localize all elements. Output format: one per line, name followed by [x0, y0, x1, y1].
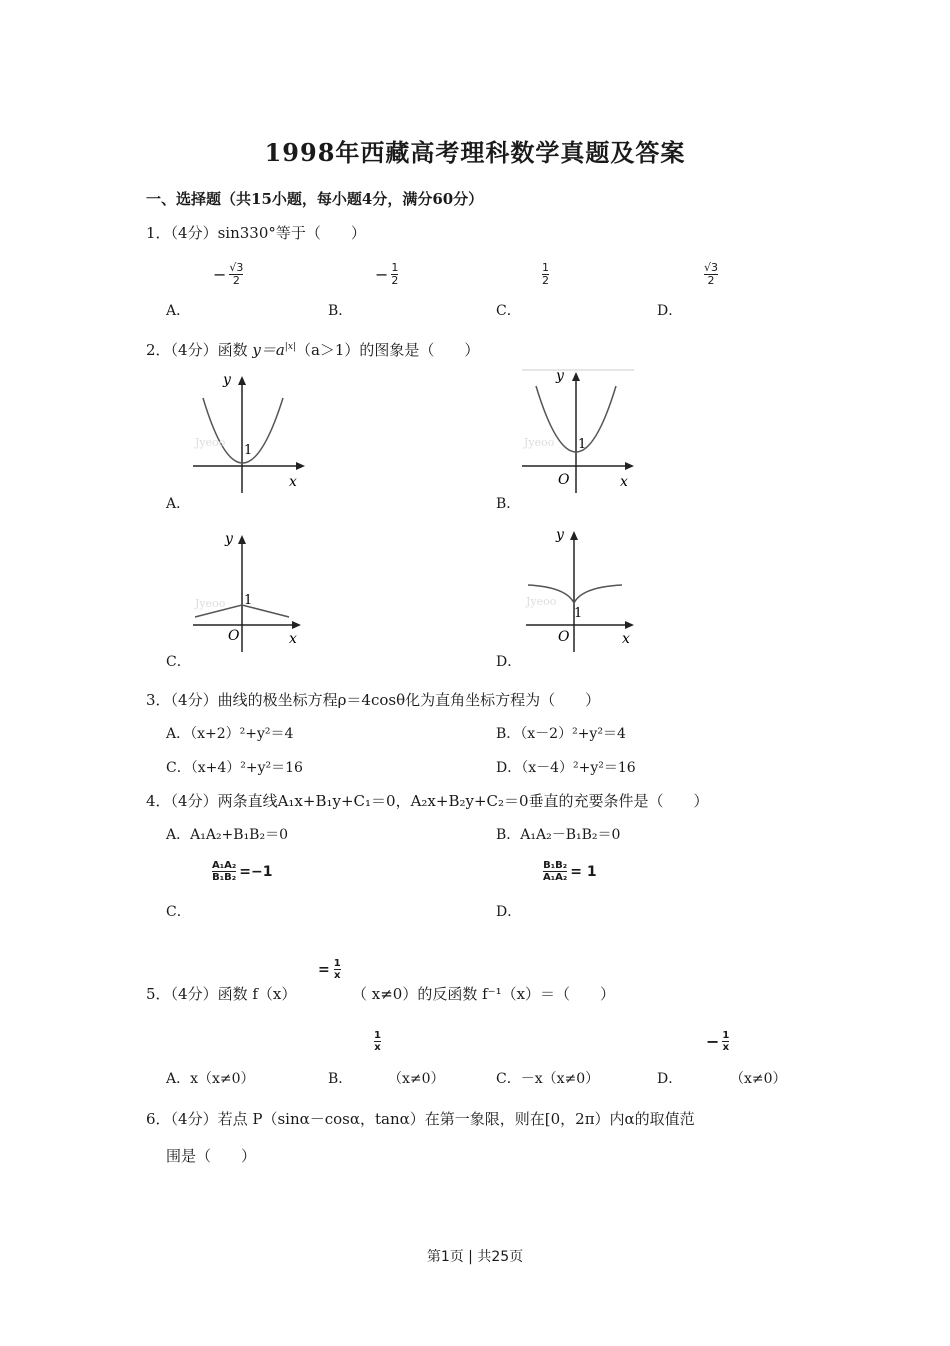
graph-a-one-label: 1	[244, 443, 253, 458]
graph-option-b	[518, 368, 648, 493]
graph-a-y-label: y	[223, 372, 231, 388]
page-title: 1998年西藏高考理科数学真题及答案	[264, 138, 686, 167]
q5-option-b-cond: （x≠0）	[388, 1071, 445, 1087]
graph-c-y-label: y	[225, 531, 233, 547]
graph-d-y-label: y	[556, 527, 564, 543]
graph-d-watermark: Jyeoo	[526, 595, 557, 608]
graph-b-y-label: y	[556, 368, 564, 384]
question-4-stem: 4．（4分）两条直线A₁x+B₁y+C₁＝0，A₂x+B₂y+C₂＝0垂直的充要条件是（ ）	[146, 792, 709, 810]
q5-option-c: C．－x（x≠0）	[496, 1071, 600, 1087]
graph-b-one-label: 1	[578, 437, 587, 452]
q3-option-d: D．（x－4）²+y²＝16	[496, 760, 636, 776]
q1-option-a-letter: A．	[166, 303, 191, 319]
graph-b-x-label: x	[620, 474, 628, 490]
q1-option-d-expr: $\frac{√3}{2}$	[704, 261, 719, 287]
graph-c-one-label: 1	[244, 593, 253, 608]
graph-c-x-label: x	[289, 631, 297, 647]
q1-option-c-letter: C．	[496, 303, 521, 319]
graph-c-origin-label: O	[228, 628, 240, 644]
q1-option-b-letter: B．	[328, 303, 353, 319]
q5-option-b-expr: $\frac{1}{x}$	[374, 1030, 381, 1053]
q2-option-a-letter: A．	[166, 496, 191, 512]
q2-option-d-letter: D．	[496, 654, 522, 670]
question-1-stem: 1．（4分）sin330°等于（ ）	[146, 224, 366, 242]
q4-option-c-letter: C．	[166, 904, 191, 920]
q3-option-b: B．（x－2）²+y²＝4	[496, 726, 626, 742]
q4-option-c-expr: $\frac{\text{A₁A₂}}{\text{B₁B₂}}$ =−1	[212, 860, 273, 883]
section-heading: 一、选择题（共15小题，每小题4分，满分60分）	[146, 190, 484, 208]
graph-option-d	[518, 527, 648, 652]
question-2-stem: 2．（4分）函数 $y=a^{|x|}(a>1)$的图象是（ ）	[146, 341, 480, 359]
graph-a-watermark: Jyeoo	[195, 436, 226, 449]
graph-d-x-label: x	[622, 631, 630, 647]
page-footer: 第1页 | 共25页	[426, 1249, 524, 1265]
graph-b-watermark: Jyeoo	[524, 436, 555, 449]
graph-option-a	[185, 368, 315, 493]
q5-option-d-expr: − $\frac{1}{x}$	[706, 1030, 730, 1053]
q4-option-a: A．A₁A₂+B₁B₂＝0	[166, 827, 288, 843]
question-3-stem: 3．（4分）曲线的极坐标方程ρ＝4cosθ化为直角坐标方程为（ ）	[146, 691, 601, 709]
q2-option-c-letter: C．	[166, 654, 191, 670]
q4-option-b: B．A₁A₂－B₁B₂＝0	[496, 827, 621, 843]
q5-function-expr: = $\frac{1}{x}$	[318, 958, 341, 981]
q1-option-b-expr: − $\frac{1}{2}$	[375, 261, 399, 287]
q4-option-d-letter: D．	[496, 904, 522, 920]
q3-option-a: A．（x+2）²+y²＝4	[166, 726, 294, 742]
graph-c-watermark: Jyeoo	[195, 597, 226, 610]
q5-option-d-letter: D．	[657, 1071, 683, 1087]
graph-d-one-label: 1	[574, 606, 583, 621]
question-6-line-2: 围是（ ）	[166, 1147, 257, 1165]
q3-option-c: C．（x+4）²+y²＝16	[166, 760, 303, 776]
graph-a-x-label: x	[289, 474, 297, 490]
q5-option-b-letter: B．	[328, 1071, 353, 1087]
graph-d-origin-label: O	[558, 629, 570, 645]
q5-option-a: A．x（x≠0）	[166, 1071, 255, 1087]
question-6-line-1: 6．（4分）若点 P（sinα－cosα，tanα）在第一象限，则在[0，2π）内α的取值范	[146, 1110, 695, 1128]
q1-option-a-expr: − $\frac{√3}{2}$	[213, 261, 244, 287]
graph-option-c	[185, 527, 315, 652]
q2-option-b-letter: B．	[496, 496, 521, 512]
graph-b-origin-label: O	[558, 472, 570, 488]
q1-option-d-letter: D．	[657, 303, 683, 319]
question-5-stem-start: 5．（4分）函数 f（x）	[146, 985, 297, 1003]
q1-option-c-expr: $\frac{1}{2}$	[542, 261, 549, 287]
question-5-stem-end: （ x≠0）的反函数 f⁻¹（x）＝（ ）	[352, 985, 616, 1003]
q5-option-d-cond: （x≠0）	[730, 1071, 787, 1087]
q4-option-d-expr: $\frac{\text{B₁B₂}}{\text{A₁A₂}}$ = 1	[543, 860, 597, 883]
